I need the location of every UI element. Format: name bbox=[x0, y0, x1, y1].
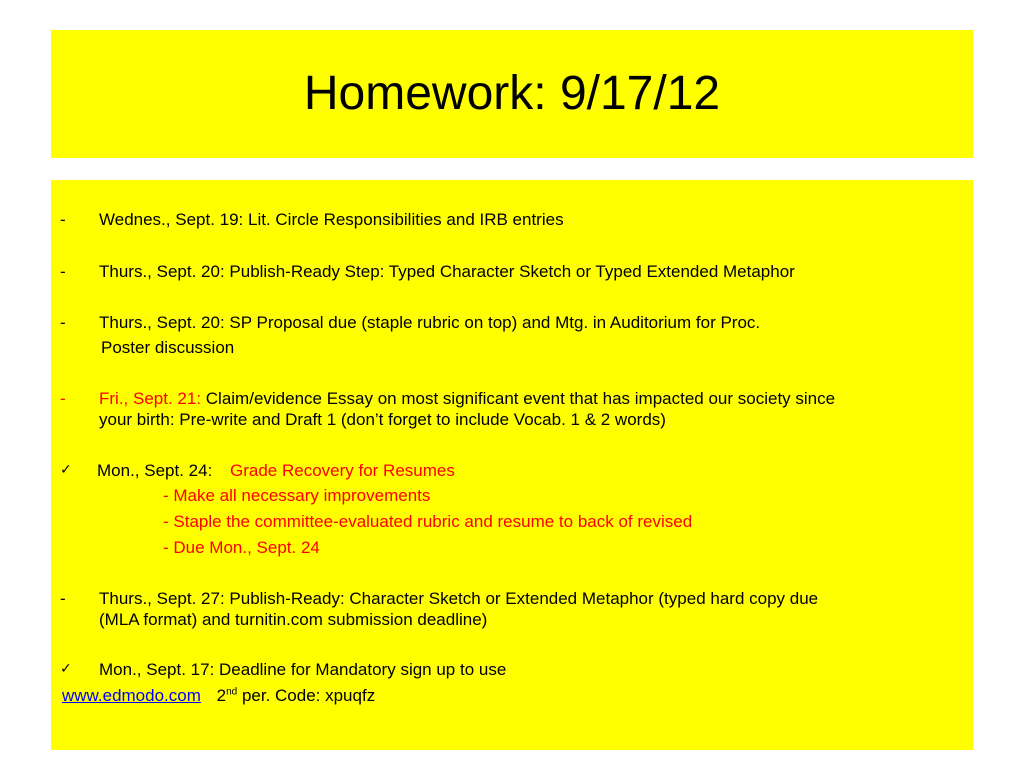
dash-bullet: - bbox=[60, 210, 66, 229]
title-panel bbox=[51, 30, 973, 158]
edmodo-line bbox=[62, 685, 375, 706]
item-text: Poster discussion bbox=[101, 338, 235, 357]
item-text: Thurs., Sept. 20: SP Proposal due (staple rubric on top) and Mtg. in Auditorium for Proc. bbox=[99, 313, 761, 332]
item-highlight: Grade Recovery for Resumes bbox=[230, 461, 455, 480]
item-date-highlight: Fri., Sept. 21: bbox=[99, 389, 202, 408]
item-text: Mon., Sept. 17: Deadline for Mandatory sign up to use bbox=[99, 660, 507, 679]
item-lead: Mon., Sept. 24: bbox=[97, 461, 213, 480]
item-text: Thurs., Sept. 20: Publish-Ready Step: Typed Character Sketch or Typed Extended Metaphor bbox=[99, 262, 795, 281]
item-text: your birth: Pre-write and Draft 1 (don’t forget to include Vocab. 1 & 2 words) bbox=[99, 410, 666, 429]
dash-bullet: - bbox=[60, 389, 66, 408]
dash-bullet: - bbox=[60, 262, 66, 281]
dash-bullet: - bbox=[60, 313, 66, 332]
item-text: Thurs., Sept. 27: Publish-Ready: Character Sketch or Extended Metaphor (typed hard copy due bbox=[99, 589, 819, 608]
item-text bbox=[99, 388, 835, 409]
slide-title: Homework: 9/17/12 bbox=[303, 67, 721, 120]
item-text: (MLA format) and turnitin.com submission deadline) bbox=[99, 610, 488, 629]
edmodo-link[interactable]: www.edmodo.com bbox=[62, 686, 201, 705]
period-code: 2nd per. Code: xpuqfz bbox=[216, 686, 376, 705]
checkmark-icon: ✓ bbox=[60, 462, 72, 478]
dash-bullet: - bbox=[60, 589, 66, 608]
content-panel: - Wednes., Sept. 19: Lit. Circle Responsibilities and IRB entries - Thurs., Sept. 20: Publish-Ready Step: Typed Character Sketch or Typed Extended Metaphor - Thurs., Sept. 20: SP Proposal due (staple rubric on top) and Mtg. in Auditorium for Proc. Poster discussion - Fri., Sept. 21: Claim/evidence Essay on most significant event that has impacted our society since your birth: Pre-write and Draft 1 (don’t forget to include Vocab. 1 & 2 words) ✓ Mon., Sept. 24: Grade Recovery for Resumes - Make all necessary improvements - Staple the committee-evaluated rubric and resume to back of revised - Due Mon., Sept. 24 - Thurs., Sept. 27: Publish-Ready: Character Sketch or Extended Metaphor (typed hard copy due (MLA format) and turnitin.com submission deadline) ✓ Mon., Sept. 17: Deadline for Mandatory sign up to use www.edmodo.com 2nd per. Code: xpuqfz bbox=[51, 180, 973, 750]
checkmark-icon: ✓ bbox=[60, 661, 72, 677]
item-text: Wednes., Sept. 19: Lit. Circle Responsibilities and IRB entries bbox=[99, 210, 564, 229]
item-body: Claim/evidence Essay on most significant event that has impacted our society since bbox=[201, 389, 836, 408]
